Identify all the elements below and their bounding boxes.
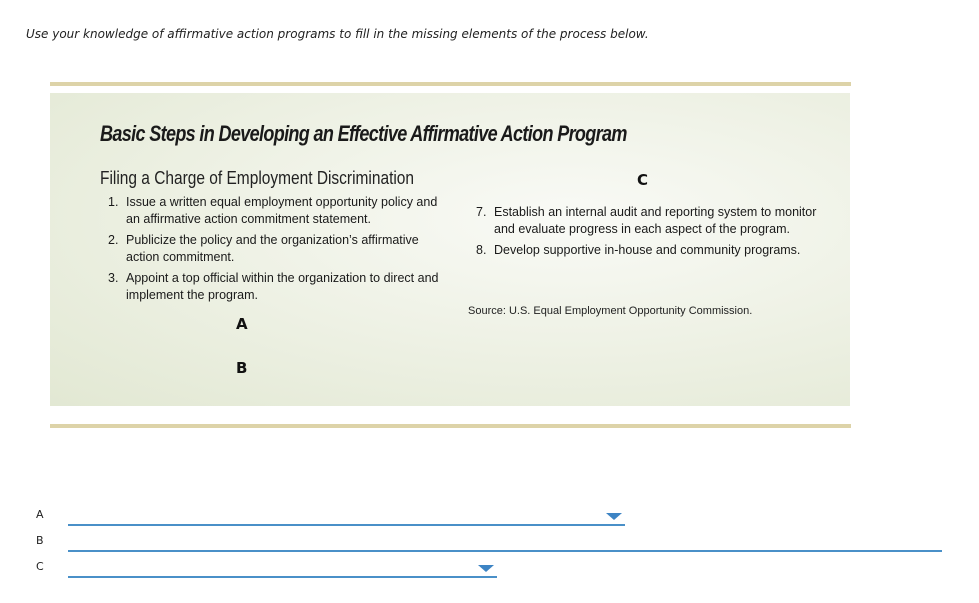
step-item [108,270,448,304]
answer-row-b [0,531,979,553]
step-item [108,232,448,266]
answer-c-dropdown[interactable] [68,557,497,578]
step-text: Publicize the policy and the organization’s affirmative action commitment. [126,233,419,264]
step-text: Establish an internal audit and reporting system to monitor and evaluate progress in each aspect of the program. [494,205,817,236]
dropdown-arrow-icon[interactable] [606,513,622,520]
answer-b-input[interactable] [68,531,942,552]
step-item [476,204,821,238]
figure-title: Basic Steps in Developing an Effective Affirmative Action Program [100,121,627,146]
step-number: 3. [108,271,119,285]
answer-a-dropdown[interactable] [68,505,625,526]
source-citation: Source: U.S. Equal Employment Opportunity Commission. [468,305,753,317]
answer-label-b: B [36,534,44,547]
step-number: 8. [476,243,487,257]
answer-row-a [0,505,979,527]
step-item [108,194,448,228]
step-text: Develop supportive in-house and community programs. [494,243,801,257]
step-number: 7. [476,205,487,219]
bottom-divider [50,424,851,428]
step-text: Issue a written equal employment opportunity policy and an affirmative action commitment statement. [126,195,438,226]
dropdown-arrow-icon[interactable] [478,565,494,572]
answer-label-a: A [36,508,44,521]
right-step-list [476,204,821,263]
answer-label-c: C [36,560,44,573]
top-divider [50,82,851,86]
step-number: 2. [108,233,119,247]
step-item [476,242,821,259]
figure-subtitle: Filing a Charge of Employment Discrimination [100,168,415,188]
process-figure [50,93,850,406]
placeholder-b: B [236,359,248,377]
step-text: Appoint a top official within the organization to direct and implement the program. [126,271,439,302]
instruction-text: Use your knowledge of affirmative action programs to fill in the missing elements of the process below. [26,27,649,41]
answer-row-c [0,557,979,579]
placeholder-c: C [637,171,649,189]
placeholder-a: A [236,315,248,333]
step-number: 1. [108,195,119,209]
left-step-list [108,194,448,308]
